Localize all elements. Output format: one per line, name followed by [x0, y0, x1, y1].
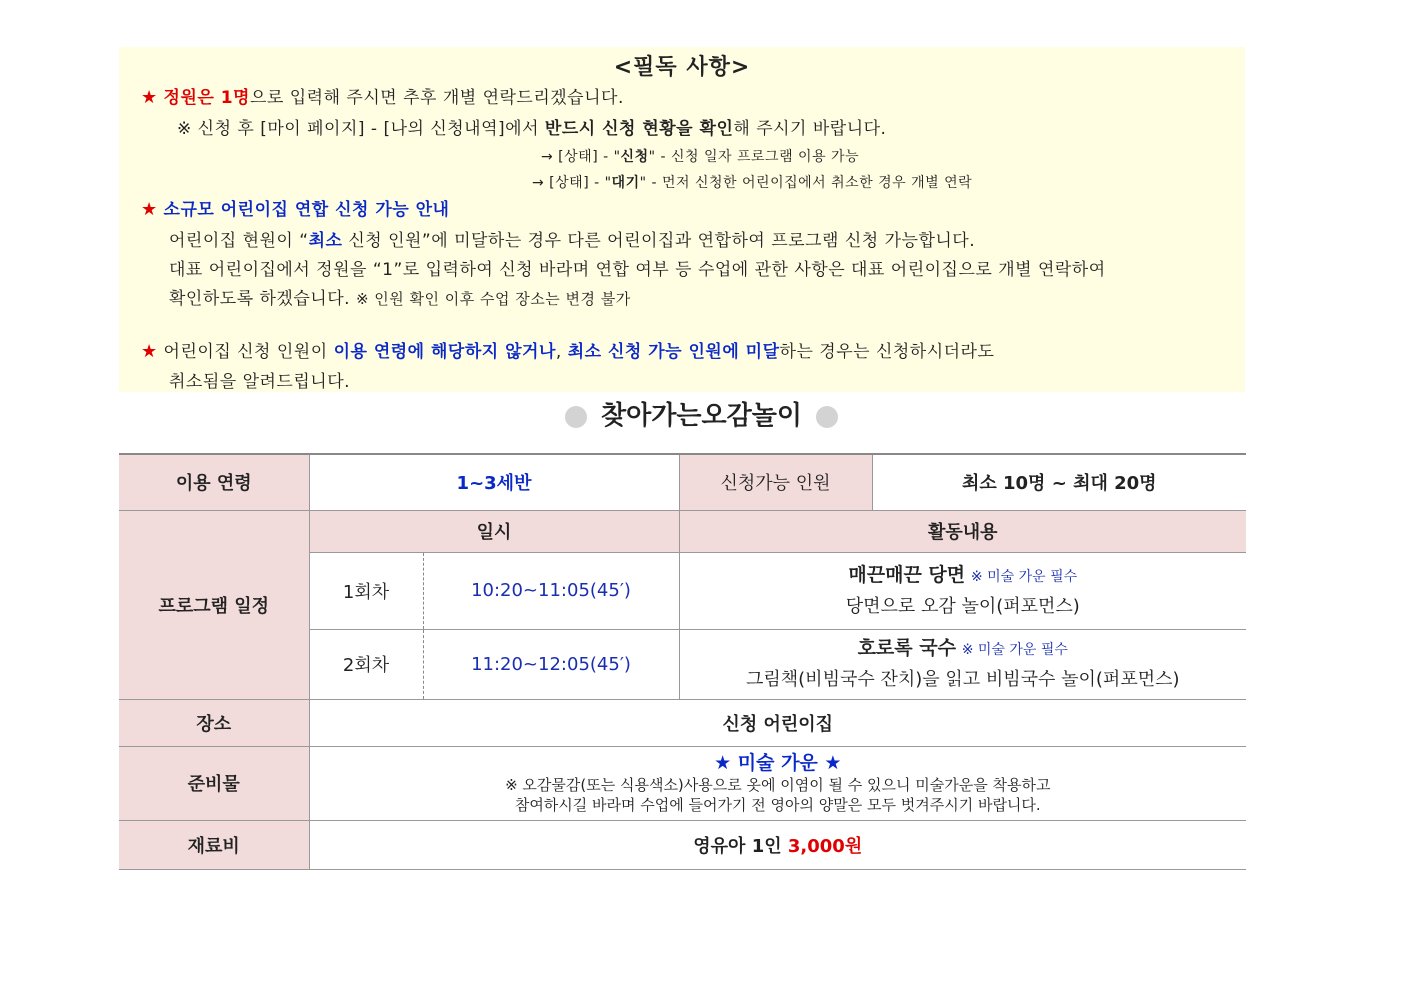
supplies-value: ★ 미술 가운 ★ ※ 오감물감(또는 식용색소)사용으로 옷에 이염이 될 수 있으니 미술가운을 착용하고 참여하시길 바라며 수업에 들어가기 전 영아의 양말은 모두 벗겨주시기 바랍니다. — [309, 746, 1246, 820]
notice-joint-line1: 어린이집 현원이 “최소 신청 인원”에 미달하는 경우 다른 어린이집과 연합하여 프로그램 신청 가능합니다. — [169, 231, 976, 251]
table-row — [119, 820, 1246, 869]
notice-item-joint: ★ 소규모 어린이집 연합 신청 가능 안내 — [141, 199, 450, 220]
section-title: 찾아가는오감놀이 — [0, 395, 1403, 432]
supplies-label: 준비물 — [119, 746, 309, 820]
star-icon: ★ — [141, 341, 158, 362]
notice-box — [119, 47, 1245, 392]
notice-item-cancel: ★ 어린이집 신청 인원이 이용 연령에 해당하지 않거나, 최소 신청 가능 인원에 미달하는 경우는 신청하시더라도 — [141, 341, 995, 362]
notice-joint-line3: 확인하도록 하겠습니다. ※ 인원 확인 이후 수업 장소는 변경 불가 — [169, 289, 631, 309]
notice-status-wait: → [상태] - "대기" - 먼저 신청한 어린이집에서 취소한 경우 개별 연락 — [532, 175, 973, 191]
notice-joint-line2: 대표 어린이집에서 정원을 “1”로 입력하여 신청 바라며 연합 여부 등 수업에 관한 사항은 대표 어린이집으로 개별 연락하여 — [169, 260, 1106, 280]
datetime-header: 일시 — [309, 510, 679, 552]
notice-item-check-status: ※ 신청 후 [마이 페이지] - [나의 신청내역]에서 반드시 신청 현황을 확인해 주시기 바랍니다. — [177, 119, 887, 139]
age-label: 이용 연령 — [119, 454, 309, 510]
session-time: 10:20~11:05(45′) — [423, 552, 679, 629]
session-time: 11:20~12:05(45′) — [423, 629, 679, 699]
notice-item-capacity: ★ 정원은 1명으로 입력해 주시면 추후 개별 연락드리겠습니다. — [141, 87, 624, 108]
notice-cancel-line2: 취소됨을 알려드립니다. — [169, 372, 351, 392]
table-row — [119, 699, 1246, 746]
bullet-dot-icon — [816, 406, 838, 428]
session-round: 2회차 — [309, 629, 423, 699]
program-info-table — [119, 453, 1246, 870]
schedule-label: 프로그램 일정 — [119, 510, 309, 699]
session-activity: 호로록 국수 ※ 미술 가운 필수 그림책(비빔국수 잔치)을 읽고 비빔국수 놀이(퍼포먼스) — [679, 629, 1246, 699]
fee-label: 재료비 — [119, 820, 309, 869]
place-value: 신청 어린이집 — [309, 699, 1246, 746]
place-label: 장소 — [119, 699, 309, 746]
table-row — [119, 746, 1246, 820]
star-icon: ★ — [141, 199, 158, 220]
age-value: 1~3세반 — [309, 454, 679, 510]
table-row — [119, 454, 1246, 510]
table-row — [119, 510, 1246, 552]
activity-header: 활동내용 — [679, 510, 1246, 552]
session-activity: 매끈매끈 당면 ※ 미술 가운 필수 당면으로 오감 놀이(퍼포먼스) — [679, 552, 1246, 629]
star-icon: ★ — [141, 87, 158, 108]
fee-value: 영유아 1인 3,000원 — [309, 820, 1246, 869]
session-round: 1회차 — [309, 552, 423, 629]
capacity-label: 신청가능 인원 — [679, 454, 872, 510]
notice-status-apply: → [상태] - "신청" - 신청 일자 프로그램 이용 가능 — [541, 149, 860, 165]
notice-title: <필독 사항> — [613, 55, 751, 80]
capacity-value: 최소 10명 ~ 최대 20명 — [872, 454, 1246, 510]
bullet-dot-icon — [565, 406, 587, 428]
